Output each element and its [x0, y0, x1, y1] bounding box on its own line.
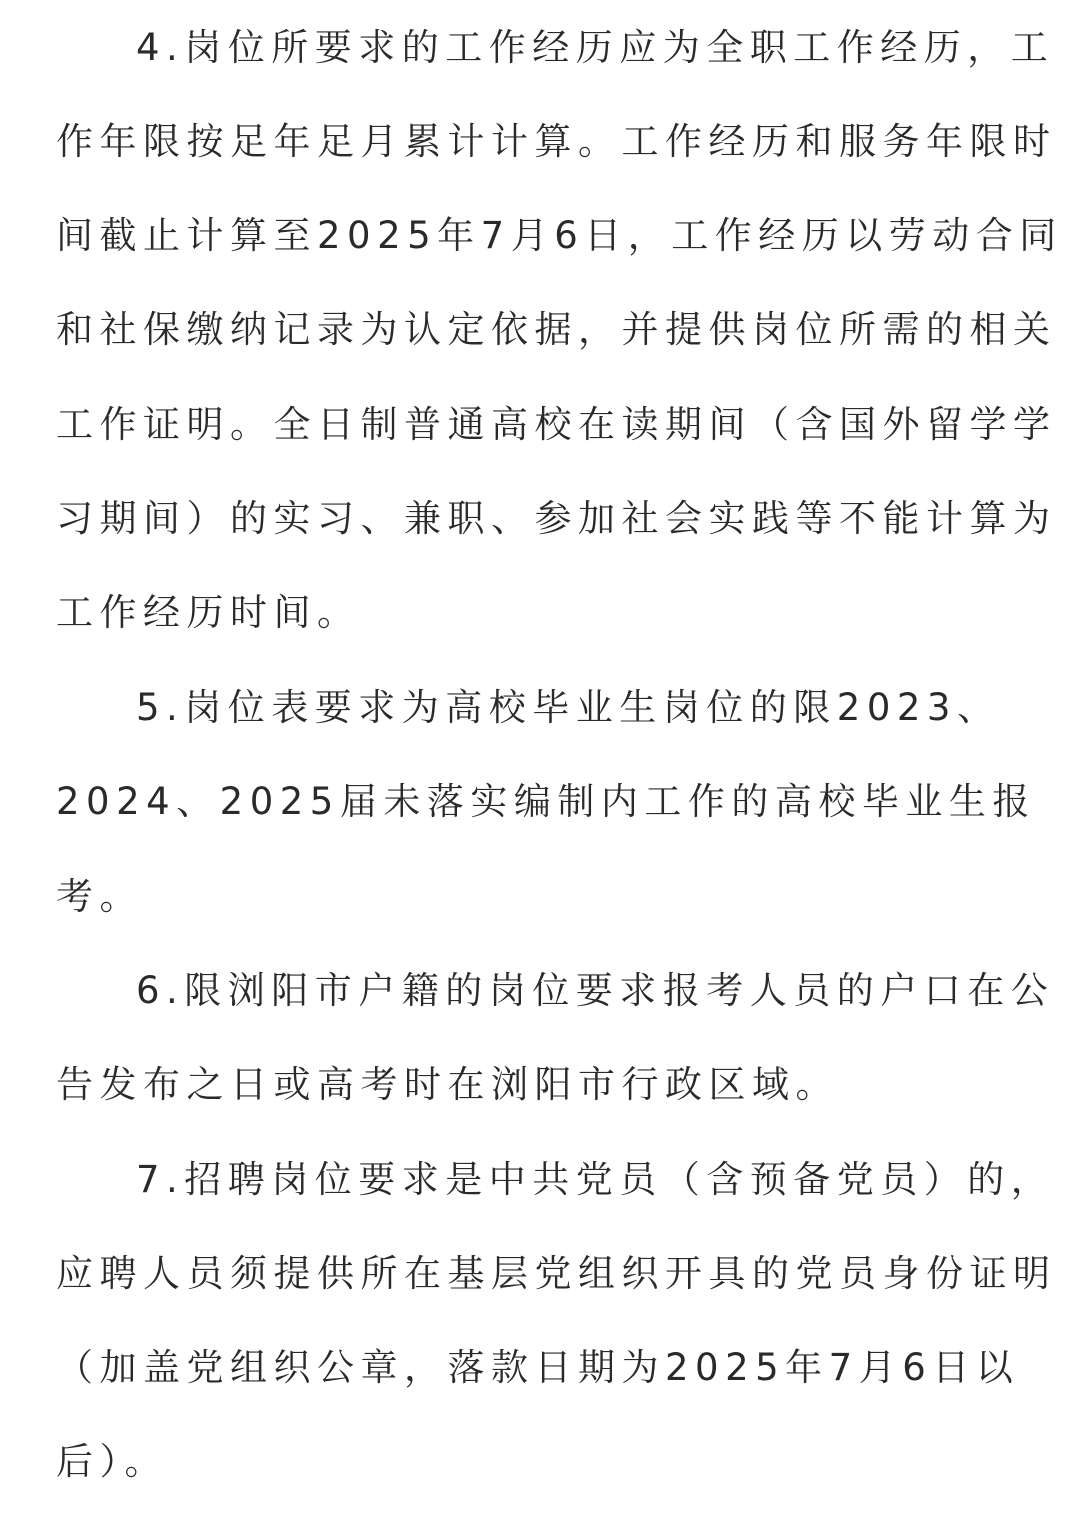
paragraph-4-line-5: 工作证明。全日制普通高校在读期间（含国外留学学 [56, 403, 1057, 446]
paragraph-7-line-2: 应聘人员须提供所在基层党组织开具的党员身份证明 [56, 1252, 1057, 1295]
paragraph-4-line-7: 工作经历时间。 [56, 591, 361, 634]
paragraph-7-line-1: 7.招聘岗位要求是中共党员（含预备党员）的， [136, 1158, 1055, 1201]
paragraph-6-line-1: 6.限浏阳市户籍的岗位要求报考人员的户口在公 [136, 969, 1055, 1012]
paragraph-6-line-2: 告发布之日或高考时在浏阳市行政区域。 [56, 1063, 839, 1106]
paragraph-7-line-3: （加盖党组织公章，落款日期为2025年7月6日以 [56, 1346, 1020, 1389]
paragraph-4-line-4: 和社保缴纳记录为认定依据，并提供岗位所需的相关 [56, 308, 1057, 351]
paragraph-4-line-1: 4.岗位所要求的工作经历应为全职工作经历，工 [136, 26, 1055, 69]
paragraph-7-line-4: 后）。 [56, 1440, 168, 1483]
paragraph-4-line-2: 作年限按足年足月累计计算。工作经历和服务年限时 [56, 120, 1057, 163]
paragraph-4-line-3: 间截止计算至2025年7月6日，工作经历以劳动合同 [56, 214, 1063, 257]
paragraph-5-line-1: 5.岗位表要求为高校毕业生岗位的限2023、 [136, 686, 1001, 729]
paragraph-5-line-2: 2024、2025届未落实编制内工作的高校毕业生报 [56, 780, 1036, 823]
paragraph-4-line-6: 习期间）的实习、兼职、参加社会实践等不能计算为 [56, 497, 1057, 540]
paragraph-5-line-3: 考。 [56, 875, 143, 918]
